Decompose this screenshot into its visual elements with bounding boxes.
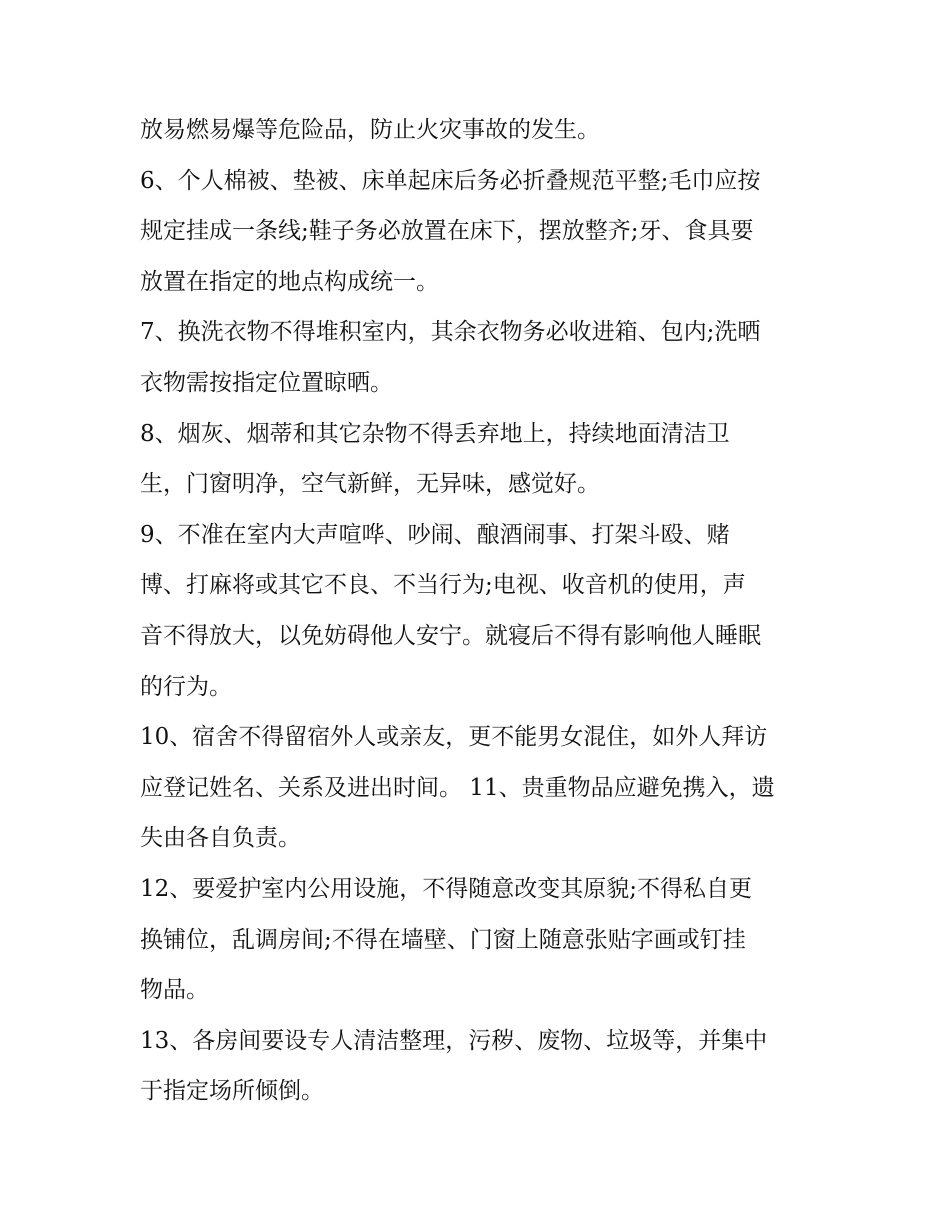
text-line: 失由各自负责。 xyxy=(140,825,301,852)
text-line: 9、不准在室内大声喧哗、吵闹、酿酒闹事、打架斗殴、赌 xyxy=(140,521,730,548)
text-line: 规定挂成一条线;鞋子务必放置在床下，摆放整齐;牙、食具要 xyxy=(140,218,754,245)
text-line: 放易燃易爆等危险品，防止火灾事故的发生。 xyxy=(140,117,600,143)
text-line: 7、换洗衣物不得堆积室内，其余衣物务必收进箱、包内;洗晒 xyxy=(140,319,761,346)
text-line: 衣物需按指定位置晾晒。 xyxy=(140,369,393,396)
text-line: 物品。 xyxy=(140,977,209,1004)
text-line: 6、个人棉被、垫被、床单起床后务必折叠规范平整;毛巾应按 xyxy=(140,167,761,194)
text-line: 博、打麻将或其它不良、不当行为;电视、收音机的使用，声 xyxy=(140,572,746,599)
text-line: 应登记姓名、关系及进出时间。 11、贵重物品应避免携入，遗 xyxy=(140,774,775,801)
text-line: 生，门窗明净，空气新鲜，无异味，感觉好。 xyxy=(140,471,600,498)
text-line: 放置在指定的地点构成统一。 xyxy=(140,268,439,295)
text-line: 13、各房间要设专人清洁整理，污秽、废物、垃圾等，并集中 xyxy=(140,1027,768,1054)
text-line: 8、烟灰、烟蒂和其它杂物不得丢弃地上，持续地面清洁卫 xyxy=(140,420,730,447)
text-line: 10、宿舍不得留宿外人或亲友，更不能男女混住，如外人拜访 xyxy=(140,724,768,751)
text-line: 12、要爱护室内公用设施，不得随意改变其原貌;不得私自更 xyxy=(140,875,753,902)
text-line: 的行为。 xyxy=(140,673,232,700)
document-body xyxy=(140,105,820,1117)
text-line: 于指定场所倾倒。 xyxy=(140,1078,324,1105)
text-line: 换铺位，乱调房间;不得在墙壁、门窗上随意张贴字画或钉挂 xyxy=(140,926,746,953)
text-line: 音不得放大，以免妨碍他人安宁。就寝后不得有影响他人睡眠 xyxy=(140,622,761,649)
